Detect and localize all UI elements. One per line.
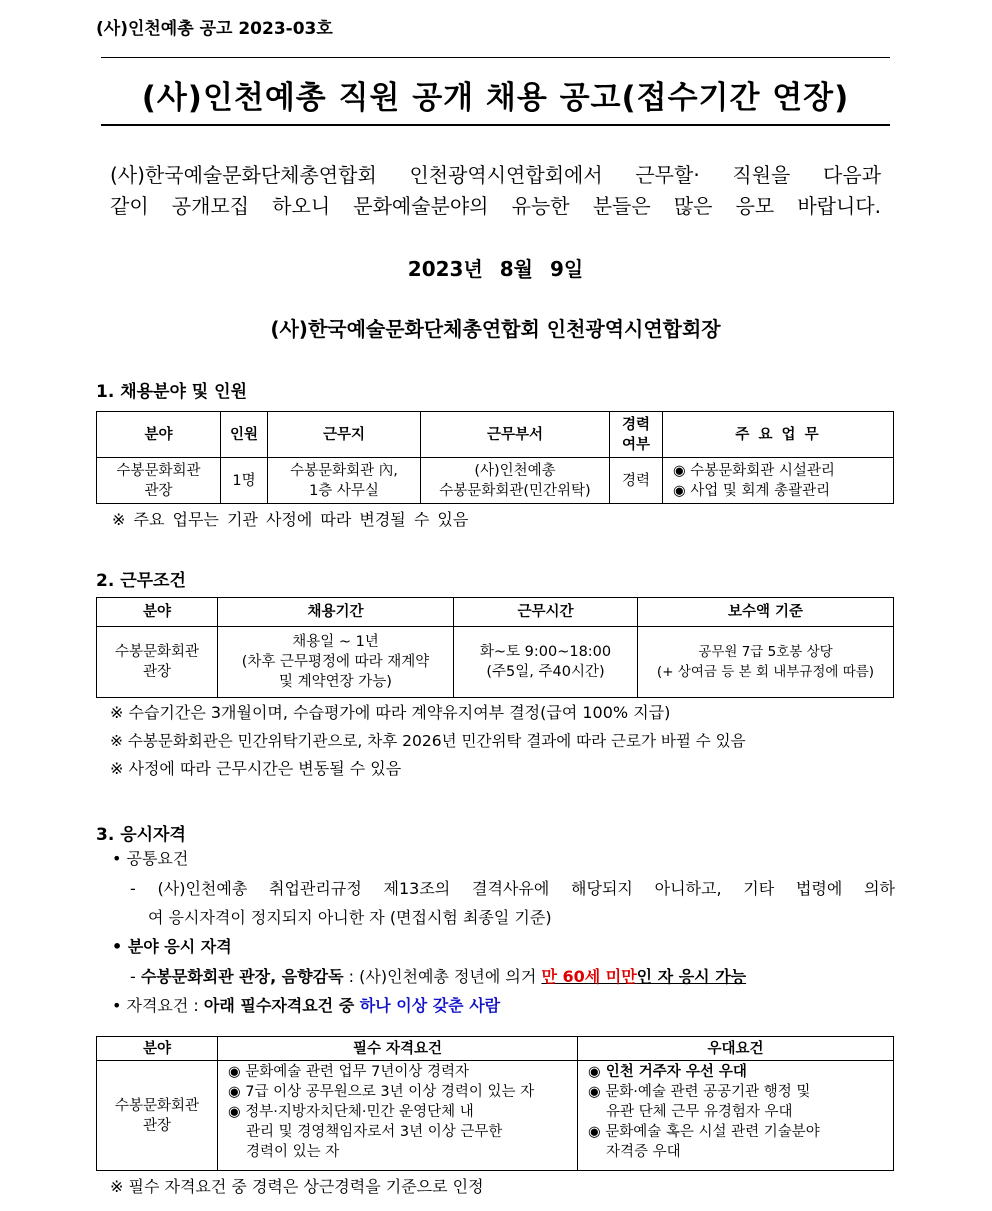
table-row [97,1061,894,1171]
common-requirement-line-2: 여 응시자격이 정지되지 아니한 자 (면접시험 최종일 기준) [148,908,552,927]
field-qualification-line [130,964,746,990]
s1-field: 수봉문화회관 관장 [97,458,221,504]
s2-field: 수봉문화회관 관장 [97,627,218,698]
s2-note-1: ※ 수습기간은 3개월이며, 수습평가에 따라 계약유지여부 결정(급여 100% 지급) [110,703,671,722]
s2-note-3: ※ 사정에 따라 근무시간은 변동될 수 있음 [110,759,402,778]
section2-table [96,597,894,698]
s3-required-1: ◉ 문화예술 관련 업무 7년이상 경력자 [228,1064,470,1080]
field-qual-mid: : (사)인천예총 정년에 의거 [343,967,542,986]
table-row [97,458,894,504]
notice-date: 2023년 8월 9일 [407,257,584,281]
field-qualification-label: • 분야 응시 자격 [112,937,232,956]
s2-th-field: 분야 [97,598,218,627]
qualification-line [112,993,500,1019]
qual-bold: 아래 필수자격요건 중 [203,996,360,1015]
s3-required-5: 경력이 있는 자 [246,1144,340,1160]
notice-number: (사)인천예총 공고 2023-03호 [96,19,333,39]
field-qual-bold: 수봉문화회관 관장, 음향감독 [140,967,344,986]
s3-preferred-5: 자격증 우대 [606,1144,681,1160]
field-qual-red: 만 60세 미만 [541,967,637,986]
section1-note: ※ 주요 업무는 기관 사정에 따라 변경될 수 있음 [112,510,469,529]
s1-count: 1명 [221,458,268,504]
s3-th-preferred: 우대요건 [578,1037,894,1061]
s3-required-3: ◉ 정부·지방자치단체·민간 운영단체 내 [228,1104,474,1120]
section2-notes [110,702,895,780]
section1-table [96,411,894,504]
section3-table [96,1036,894,1171]
s3-required-2: ◉ 7급 이상 공무원으로 3년 이상 경력이 있는 자 [228,1084,535,1100]
s1-th-career: 경력 여부 [610,412,663,458]
field-qual-end: 인 자 응시 가능 [636,967,747,986]
qual-label: • 자격요건 : [112,996,204,1015]
field-qual-emphasis [541,967,746,986]
s1-duties [663,458,894,504]
common-requirement-line-1: - (사)인천예총 취업관리규정 제13조의 결격사유에 해당되지 아니하고, 기타 법령에 의하 [130,879,895,898]
s3-preferred-3: 유관 단체 근무 유경험자 우대 [606,1104,793,1120]
s3-preferred [578,1061,894,1171]
title-bottom-rule [101,124,890,126]
s2-note-2: ※ 수봉문화회관은 민간위탁기관으로, 차후 2026년 민간위탁 결과에 따라 근로가 바뀔 수 있음 [110,732,746,750]
organization-name: (사)한국예술문화단체총연합회 인천광역시연합회장 [270,317,721,341]
s3-preferred-1: ◉ 인천 거주자 우선 우대 [588,1064,747,1080]
qual-blue: 하나 이상 갖춘 사람 [359,996,501,1015]
s1-th-location: 근무지 [268,412,421,458]
s2-pay: 공무원 7급 5호봉 상당 (+ 상여금 등 본 회 내부규정에 따름) [638,627,894,698]
field-qual-prefix: - [130,967,141,986]
s1-th-duties: 주 요 업 무 [663,412,894,458]
s1-location: 수봉문화회관 內, 1층 사무실 [268,458,421,504]
s3-required [218,1061,578,1171]
s1-duty-1: ◉ 수봉문화회관 시설관리 [673,462,835,479]
s3-th-field: 분야 [97,1037,218,1061]
s1-career: 경력 [610,458,663,504]
table-row [97,627,894,698]
s3-preferred-4: ◉ 문화예술 혹은 시설 관련 기술분야 [588,1124,820,1140]
intro-paragraph [110,160,881,222]
section1-heading: 1. 채용분야 및 인원 [96,382,247,402]
s1-duty-2: ◉ 사업 및 회계 총괄관리 [673,482,831,499]
s2-th-period: 채용기간 [218,598,454,627]
section3-heading: 3. 응시자격 [96,825,186,845]
common-requirement-label: • 공통요건 [112,849,189,868]
intro-line-1: (사)한국예술문화단체총연합회 인천광역시연합회에서 근무할· 직원을 다음과 [110,163,881,187]
s2-hours: 화~토 9:00~18:00 (주5일, 주40시간) [454,627,638,698]
section2-header-row [97,598,894,627]
s1-th-department: 근무부서 [421,412,610,458]
section3-header-row [97,1037,894,1061]
s1-department: (사)인천예총 수봉문화회관(민간위탁) [421,458,610,504]
intro-line-2: 같이 공개모집 하오니 문화예술분야의 유능한 분들은 많은 응모 바랍니다. [110,194,881,218]
s3-required-4: 관리 및 경영책임자로서 3년 이상 근무한 [246,1124,503,1140]
s2-th-pay: 보수액 기준 [638,598,894,627]
s2-period: 채용일 ~ 1년 (차후 근무평정에 따라 재계약 및 계약연장 가능) [218,627,454,698]
s1-th-count: 인원 [221,412,268,458]
s2-th-hours: 근무시간 [454,598,638,627]
section3-note: ※ 필수 자격요건 중 경력은 상근경력을 기준으로 인정 [110,1177,484,1196]
section1-header-row [97,412,894,458]
s3-field: 수봉문화회관 관장 [97,1061,218,1171]
section2-heading: 2. 근무조건 [96,571,186,591]
s3-th-required: 필수 자격요건 [218,1037,578,1061]
s3-preferred-2: ◉ 문화·예술 관련 공공기관 행정 및 [588,1084,811,1100]
s1-th-field: 분야 [97,412,221,458]
title-top-rule [101,57,890,58]
page-title: (사)인천예총 직원 공개 채용 공고(접수기간 연장) [141,80,850,116]
